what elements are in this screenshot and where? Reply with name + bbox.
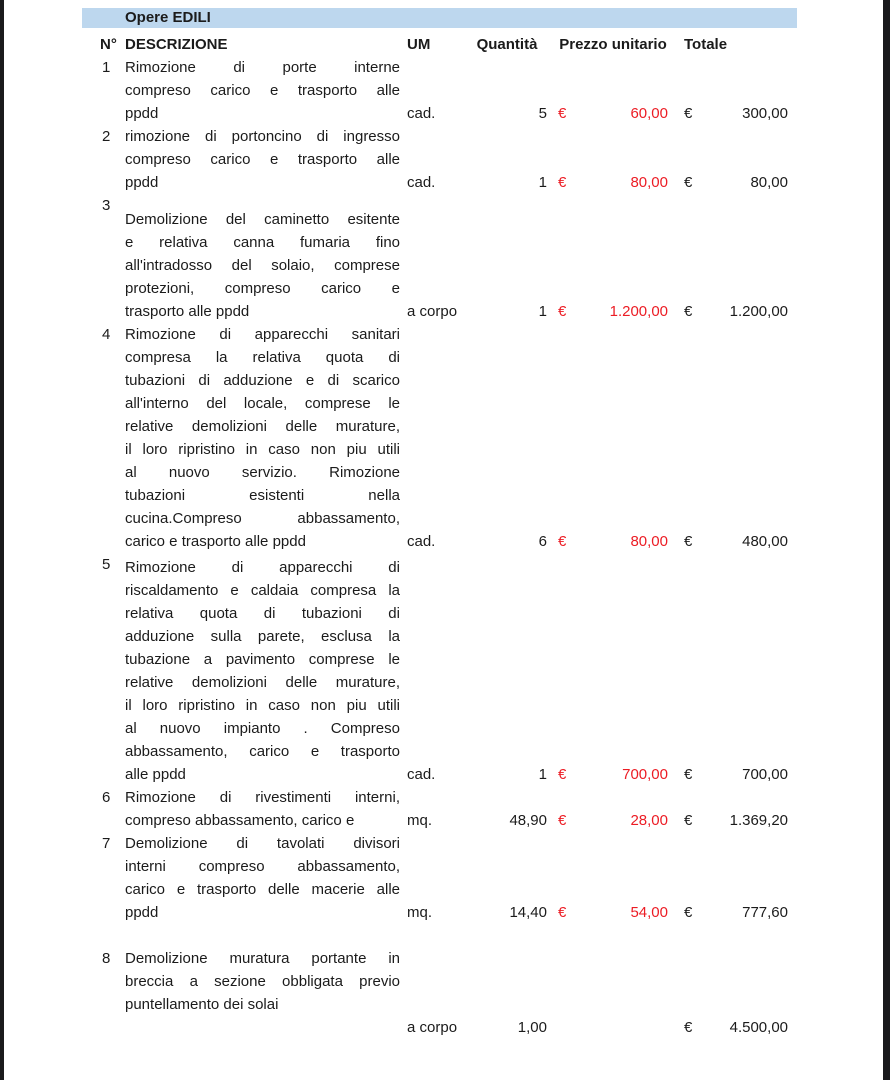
description-line: compreso carico e trasporto alle — [125, 82, 400, 99]
row-number: 3 — [102, 197, 111, 214]
description-line: cucina.Compreso abbassamento, — [125, 510, 400, 527]
row-unit-price: 80,00 — [630, 174, 668, 191]
row-number: 1 — [102, 59, 111, 76]
description-line: relativa quota di tubazioni di — [125, 605, 400, 622]
row-quantity: 1 — [538, 766, 547, 783]
description-line: tubazioni esistenti nella — [125, 487, 400, 504]
row-total: 777,60 — [742, 904, 788, 921]
row-quantity: 48,90 — [509, 812, 547, 829]
row-um: cad. — [407, 533, 436, 550]
row-quantity: 1,00 — [517, 1019, 547, 1036]
description-line: alle ppdd — [125, 766, 186, 783]
description-line: compreso carico e trasporto alle — [125, 151, 400, 168]
description-line: al nuovo impianto . Compreso — [125, 720, 400, 737]
description-line: Rimozione di rivestimenti interni, — [125, 789, 400, 806]
table-row — [100, 56, 788, 125]
row-um: cad. — [407, 766, 436, 783]
description-line: Demolizione del caminetto esitente — [125, 211, 400, 228]
row-unit-currency: € — [558, 105, 567, 122]
row-unit-price: 60,00 — [630, 105, 668, 122]
row-description — [125, 786, 400, 832]
description-line: Demolizione di tavolati divisori — [125, 835, 400, 852]
row-number: 4 — [102, 326, 111, 343]
row-um: a corpo — [407, 303, 458, 320]
row-total: 480,00 — [742, 533, 788, 550]
header-num: N° — [100, 36, 117, 53]
description-line: adduzione sulla parete, esclusa la — [125, 628, 400, 645]
row-unit-price: 1.200,00 — [609, 303, 668, 320]
description-line: il loro ripristino in caso non piu utili — [125, 441, 400, 458]
row-quantity: 5 — [538, 105, 547, 122]
row-total-currency: € — [684, 303, 693, 320]
row-description — [125, 56, 400, 125]
table-row — [100, 194, 788, 323]
row-unit-currency: € — [558, 766, 567, 783]
description-line: ppdd — [125, 105, 159, 122]
row-number: 5 — [102, 556, 111, 573]
description-line: protezioni, compreso carico e — [125, 280, 400, 297]
table-row — [100, 553, 788, 786]
row-unit-currency: € — [558, 812, 567, 829]
description-line: all'interno del locale, comprese le — [125, 395, 400, 412]
row-um: cad. — [407, 174, 436, 191]
row-unit-currency: € — [558, 303, 567, 320]
description-line: relative demolizioni delle murature, — [125, 418, 400, 435]
row-quantity: 14,40 — [509, 904, 547, 921]
row-total: 4.500,00 — [729, 1019, 788, 1036]
row-quantity: 1 — [538, 174, 547, 191]
row-number: 7 — [102, 835, 111, 852]
row-description — [125, 323, 400, 553]
description-line: e relativa canna fumaria fino — [125, 234, 400, 251]
row-total-currency: € — [684, 174, 693, 191]
description-line: trasporto alle ppdd — [125, 303, 250, 320]
description-line: all'intradosso del solaio, comprese — [125, 257, 400, 274]
section-title: Opere EDILI — [125, 9, 211, 26]
description-line: Demolizione muratura portante in — [125, 950, 400, 967]
row-unit-currency: € — [558, 904, 567, 921]
table-row — [100, 832, 788, 924]
row-total-currency: € — [684, 1019, 693, 1036]
table-row — [100, 125, 788, 194]
description-line: ppdd — [125, 904, 159, 921]
description-line: il loro ripristino in caso non piu utili — [125, 697, 400, 714]
row-total: 300,00 — [742, 105, 788, 122]
description-line: riscaldamento e caldaia compresa la — [125, 582, 400, 599]
row-description — [125, 125, 400, 194]
description-line: Rimozione di porte interne — [125, 59, 400, 76]
description-line: tubazione a pavimento comprese le — [125, 651, 400, 668]
description-line: relative demolizioni delle murature, — [125, 674, 400, 691]
row-total-currency: € — [684, 533, 693, 550]
row-total: 1.369,20 — [729, 812, 788, 829]
row-number: 6 — [102, 789, 111, 806]
section-titlebar — [82, 8, 797, 28]
row-unit-price: 28,00 — [630, 812, 668, 829]
row-unit-currency: € — [558, 533, 567, 550]
row-number: 2 — [102, 128, 111, 145]
row-description — [125, 832, 400, 924]
row-um: mq. — [407, 812, 433, 829]
description-line: puntellamento dei solai — [125, 996, 279, 1013]
description-line: carico e trasporto alle ppdd — [125, 533, 306, 550]
header-total: Totale — [684, 36, 728, 53]
row-total-currency: € — [684, 766, 693, 783]
row-unit-currency: € — [558, 174, 567, 191]
description-line: Rimozione di apparecchi di — [125, 559, 400, 576]
row-description — [125, 947, 400, 1039]
row-total-currency: € — [684, 904, 693, 921]
description-line: tubazioni di adduzione e di scarico — [125, 372, 400, 389]
table-row — [100, 323, 788, 553]
row-unit-price: 54,00 — [630, 904, 668, 921]
header-unit-price: Prezzo unitario — [559, 36, 667, 53]
row-quantity: 6 — [538, 533, 547, 550]
row-um: a corpo — [407, 1019, 458, 1036]
row-quantity: 1 — [538, 303, 547, 320]
header-quantity: Quantità — [476, 36, 538, 53]
description-line: breccia a sezione obbligata previo — [125, 973, 400, 990]
table-row — [100, 947, 788, 1039]
scan-edge-right — [883, 0, 890, 1080]
row-description — [125, 194, 400, 323]
description-line: Rimozione di apparecchi sanitari — [125, 326, 400, 343]
description-line: ppdd — [125, 174, 159, 191]
header-um: UM — [407, 36, 431, 53]
table-body — [100, 56, 788, 1039]
scan-edge-left — [0, 0, 4, 1080]
row-unit-price: 700,00 — [622, 766, 668, 783]
table-row — [100, 786, 788, 832]
row-total: 700,00 — [742, 766, 788, 783]
row-number: 8 — [102, 950, 111, 967]
row-total-currency: € — [684, 812, 693, 829]
row-total: 80,00 — [750, 174, 788, 191]
description-line: compreso abbassamento, carico e — [125, 812, 355, 829]
row-description — [125, 553, 400, 786]
description-line: interni compreso abbassamento, — [125, 858, 400, 875]
row-total-currency: € — [684, 105, 693, 122]
estimate-table — [100, 33, 788, 1039]
row-um: mq. — [407, 904, 433, 921]
description-line: al nuovo servizio. Rimozione — [125, 464, 400, 481]
header-description: DESCRIZIONE — [125, 36, 228, 53]
description-line: abbassamento, carico e trasporto — [125, 743, 400, 760]
description-line: rimozione di portoncino di ingresso — [125, 128, 400, 145]
table-header-row — [100, 33, 788, 56]
description-line: compresa la relativa quota di — [125, 349, 400, 366]
description-line: carico e trasporto delle macerie alle — [125, 881, 400, 898]
row-total: 1.200,00 — [729, 303, 788, 320]
row-um: cad. — [407, 105, 436, 122]
row-unit-price: 80,00 — [630, 533, 668, 550]
